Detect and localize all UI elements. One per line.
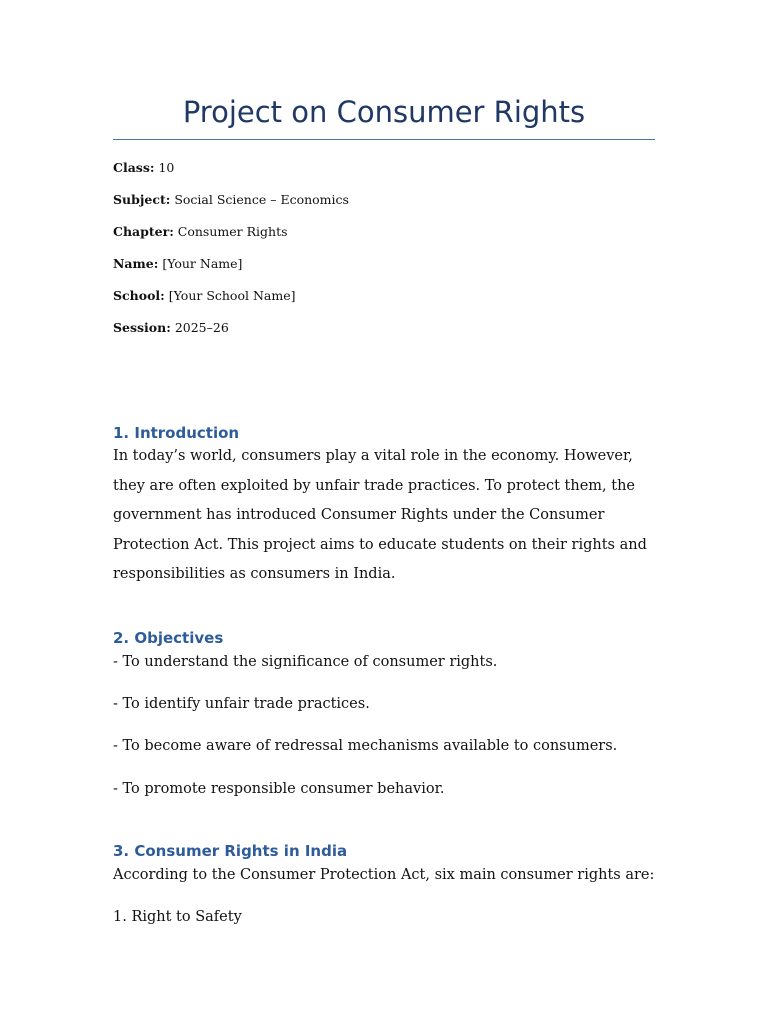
meta-label: Subject: (113, 192, 171, 207)
meta-session (113, 320, 229, 336)
list-item: - To promote responsible consumer behavior. (113, 781, 445, 797)
meta-label: School: (113, 288, 165, 303)
section-heading-consumer-rights: 3. Consumer Rights in India (113, 842, 348, 860)
meta-name (113, 256, 242, 272)
meta-value: 10 (158, 160, 175, 175)
meta-label: Name: (113, 256, 159, 271)
meta-value: [Your Name] (162, 256, 243, 271)
introduction-paragraph: In today’s world, consumers play a vital role in the economy. However, they are often exploited by unfair trade practices. To protect them, the government has introduced Consumer Rights under the Consumer Protection Act. This project aims to educate students on their rights and responsibilities as consumers in India. (113, 448, 647, 582)
list-item: - To understand the significance of consumer rights. (113, 654, 498, 670)
meta-chapter (113, 224, 288, 240)
consumer-rights-intro: According to the Consumer Protection Act, six main consumer rights are: (113, 867, 655, 883)
meta-value: 2025–26 (174, 320, 229, 335)
meta-school (113, 288, 295, 304)
meta-value: Social Science – Economics (174, 192, 349, 207)
meta-subject (113, 192, 349, 208)
meta-label: Session: (113, 320, 171, 335)
meta-class (113, 160, 174, 176)
page-title: Project on Consumer Rights (182, 95, 586, 129)
list-item: - To identify unfair trade practices. (113, 696, 370, 712)
meta-value: Consumer Rights (177, 224, 288, 239)
meta-value: [Your School Name] (168, 288, 296, 303)
list-item: 1. Right to Safety (113, 909, 242, 925)
title-underline (113, 139, 655, 140)
meta-label: Class: (113, 160, 155, 175)
section-heading-introduction: 1. Introduction (113, 424, 240, 442)
list-item: - To become aware of redressal mechanisms available to consumers. (113, 738, 618, 754)
section-heading-objectives: 2. Objectives (113, 629, 224, 647)
meta-label: Chapter: (113, 224, 174, 239)
